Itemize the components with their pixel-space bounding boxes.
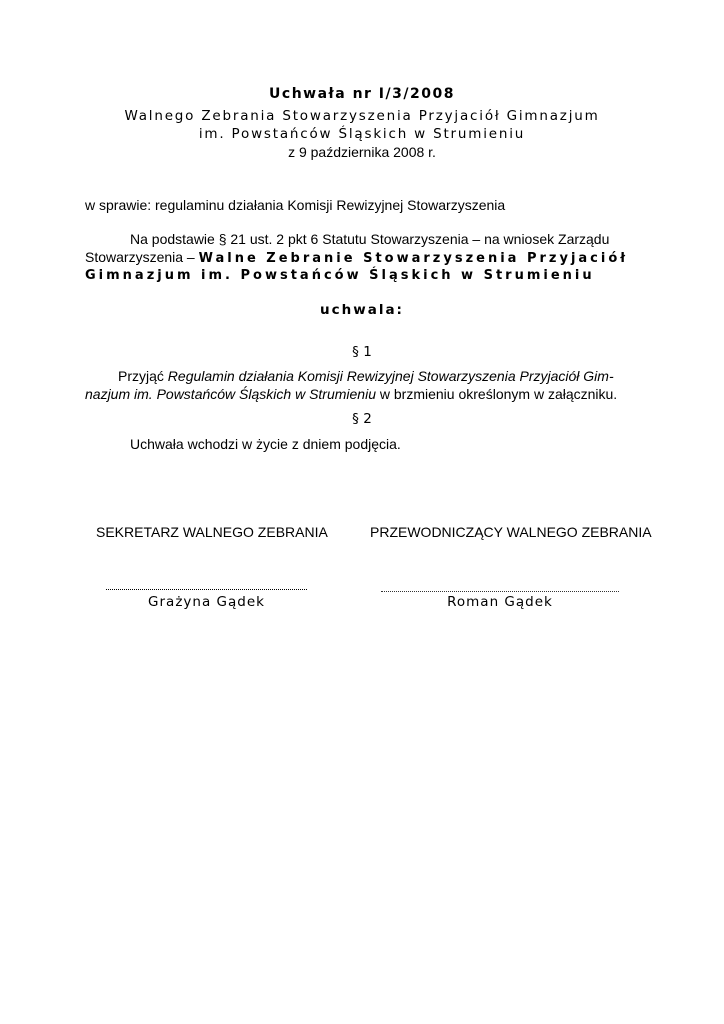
section-1-italic-2: nazjum im. Powstańców Śląskich w Strumieniu [85, 386, 376, 402]
left-signatory-name: Grażyna Gądek [148, 594, 265, 610]
section-2-text: Uchwała wchodzi w życie z dniem podjęcia. [130, 436, 401, 452]
right-signatory-name: Roman Gądek [447, 594, 553, 610]
header-line-2: im. Powstańców Śląskich w Strumieniu [198, 126, 526, 142]
section-2-mark: § 2 [352, 411, 372, 427]
resolution-title: Uchwała nr I/3/2008 [269, 86, 455, 102]
resolves-heading: uchwala: [320, 302, 404, 318]
section-1-line-2 [85, 386, 617, 403]
basis-bold-1: Walne Zebranie Stowarzyszenia Przyjaciół [198, 251, 629, 266]
basis-line-1: Na podstawie § 21 ust. 2 pkt 6 Statutu Stowarzyszenia – na wniosek Zarządu [130, 231, 610, 247]
basis-prefix: Stowarzyszenia – [85, 249, 199, 265]
section-1-suffix: w brzmieniu określonym w załączniku. [376, 386, 618, 402]
section-1-line-1 [118, 368, 614, 385]
left-signature-line [106, 589, 307, 590]
subject-line: w sprawie: regulaminu działania Komisji Rewizyjnej Stowarzyszenia [85, 197, 506, 213]
header-line-1: Walnego Zebrania Stowarzyszenia Przyjaciół Gimnazjum [124, 108, 600, 124]
section-1-italic-1: Regulamin działania Komisji Rewizyjnej Stowarzyszenia Przyjaciół Gim- [167, 368, 614, 384]
right-signature-line [381, 591, 619, 592]
right-signatory-role: PRZEWODNICZĄCY WALNEGO ZEBRANIA [370, 524, 652, 540]
section-1-prefix: Przyjąć [118, 368, 168, 384]
section-1-mark: § 1 [352, 344, 372, 360]
left-signatory-role: SEKRETARZ WALNEGO ZEBRANIA [96, 524, 328, 540]
header-date: z 9 października 2008 r. [288, 144, 436, 160]
basis-bold-2: Gimnazjum im. Powstańców Śląskich w Strumieniu [85, 268, 595, 283]
basis-line-2 [85, 249, 645, 266]
